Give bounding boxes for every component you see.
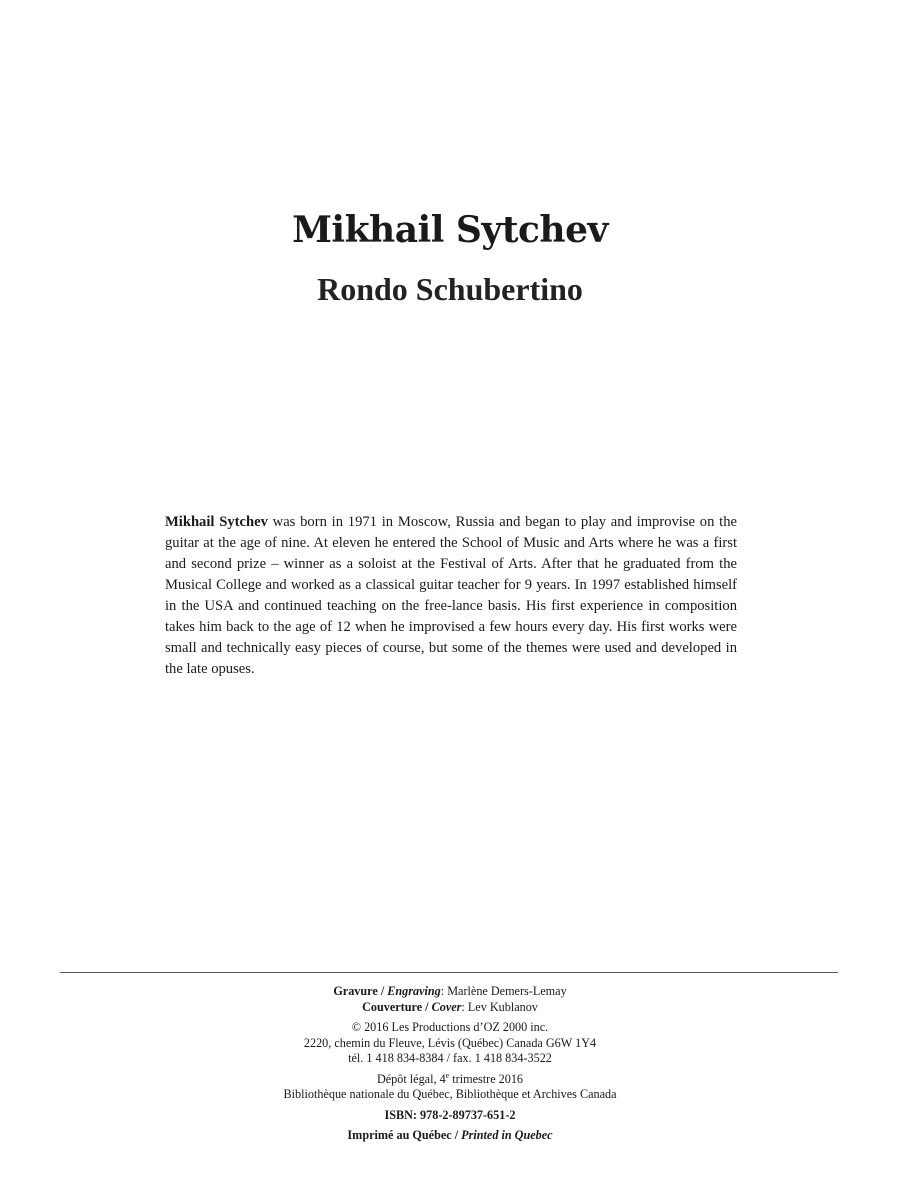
composer-name: Mikhail Sytchev [292, 209, 608, 251]
cover-sep: / [422, 999, 432, 1014]
piece-title: Rondo Schubertino [317, 271, 583, 307]
engraving-label-en: Engraving [387, 984, 441, 998]
engraving-credit [0, 984, 900, 1000]
isbn-text: ISBN: 978-2-89737-651-2 [384, 1107, 516, 1122]
footer-divider [60, 972, 838, 973]
cover-label-fr: Couverture [362, 999, 423, 1014]
libraries-line: Bibliothèque nationale du Québec, Bibliothèque et Archives Canada [283, 1087, 617, 1101]
cover-value: : Lev Kublanov [461, 999, 538, 1014]
printed-in [0, 1128, 900, 1144]
isbn [0, 1108, 900, 1124]
composer-biography [165, 512, 737, 680]
cover-credit [0, 1000, 900, 1016]
publisher-address: 2220, chemin du Fleuve, Lévis (Québec) Canada G6W 1Y4 [303, 1035, 597, 1050]
cover-label-en: Cover [431, 999, 462, 1014]
printed-fr: Imprimé au Québec [347, 1128, 452, 1142]
engraving-label-fr: Gravure [333, 984, 378, 998]
biography-name: Mikhail Sytchev [165, 514, 268, 530]
legal-deposit-sup: e [445, 1070, 450, 1080]
legal-deposit-prefix: Dépôt légal, 4 [376, 1071, 446, 1086]
engraving-value: : Marlène Demers-Lemay [440, 984, 567, 998]
printed-sep: / [451, 1128, 462, 1142]
legal-deposit [0, 1072, 900, 1088]
colophon [0, 984, 900, 1144]
engraving-sep: / [377, 984, 388, 998]
publisher-phone-fax: tél. 1 418 834-8384 / fax. 1 418 834-3522 [348, 1051, 552, 1065]
copyright-line: © 2016 Les Productions d’OZ 2000 inc. [351, 1020, 549, 1034]
legal-deposit-suffix: trimestre 2016 [449, 1071, 524, 1086]
biography-text: was born in 1971 in Moscow, Russia and began to play and improvise on the guitar at the age of nine. At eleven he entered the School of Music and Arts where he was a first and second prize – winner as a soloist at the Festival of Arts. After that he graduated from the Musical College and worked as a classical guitar teacher for 9 years. In 1997 established himself in the USA and continued teaching on the free-lance basis. His first experience in composition takes him back to the age of 12 when he improvised a few hours every day. His first works were small and technically easy pieces of course, but some of the themes were used and developed in the late opuses. [165, 514, 737, 677]
printed-en: Printed in Quebec [461, 1128, 553, 1142]
